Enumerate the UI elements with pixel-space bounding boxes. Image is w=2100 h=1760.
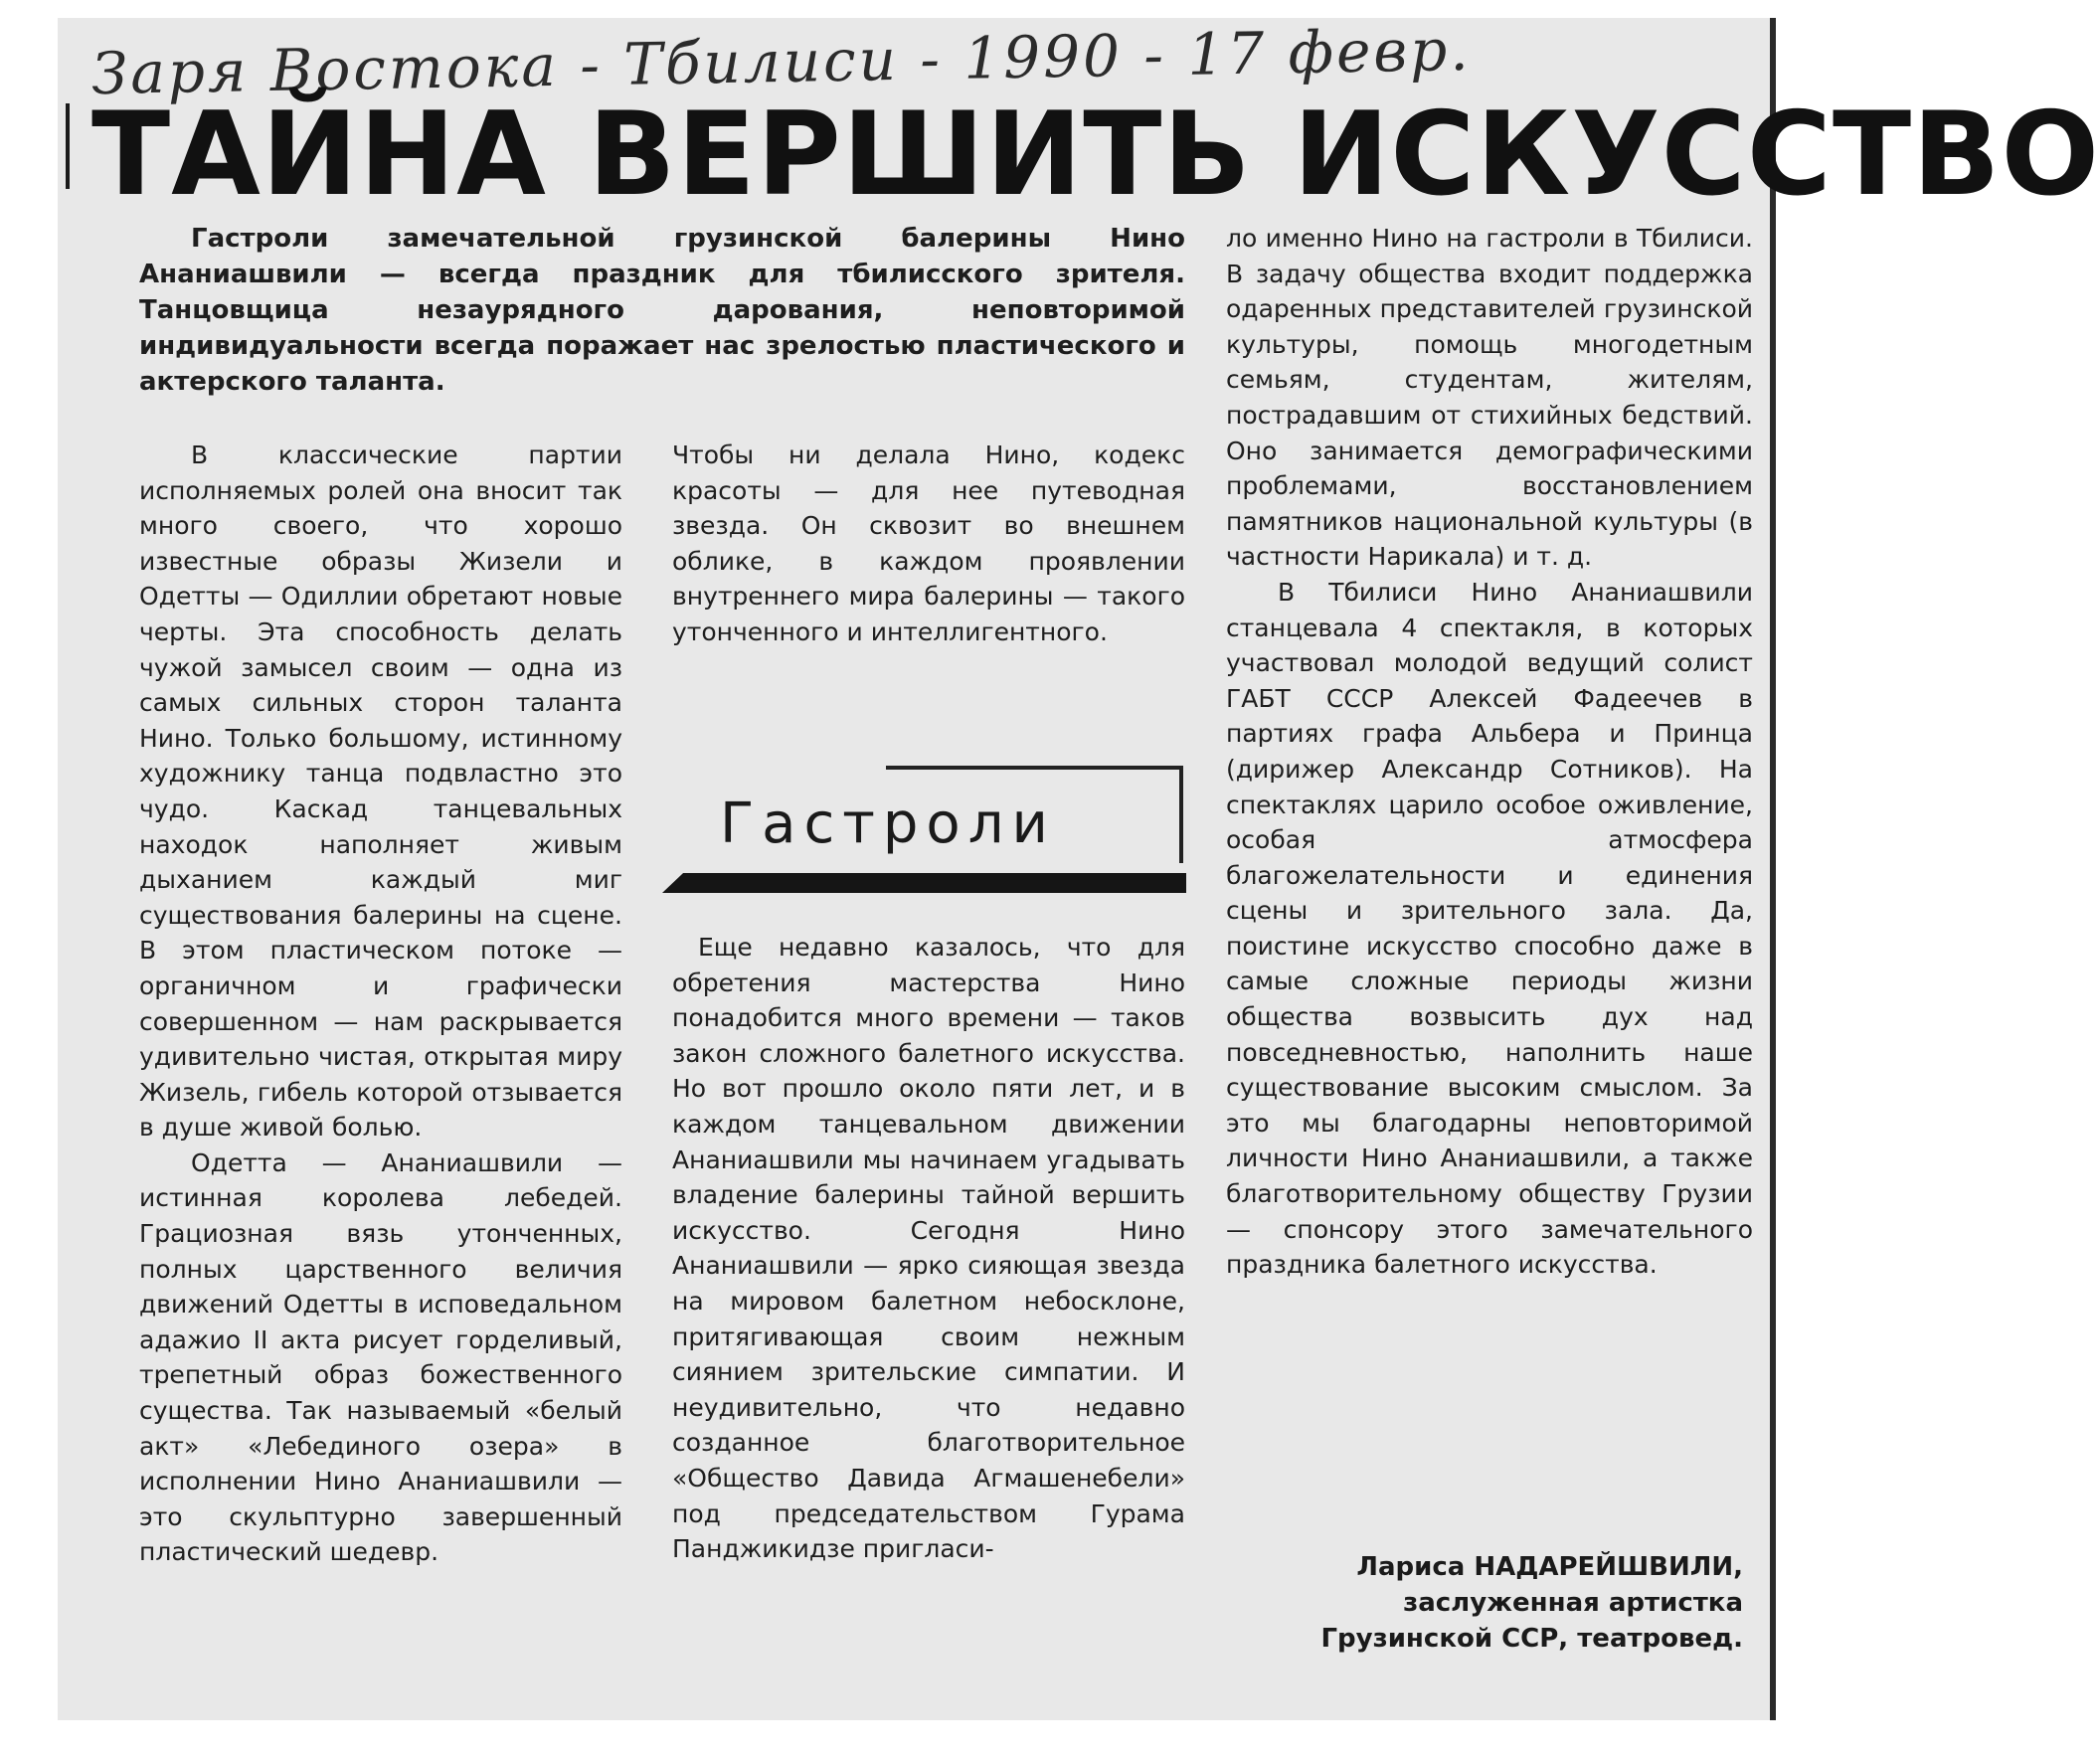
article-headline: ТАЙНА ВЕРШИТЬ ИСКУССТВО <box>91 88 2100 222</box>
paragraph: Чтобы ни делала Нино, кодекс красоты — для нее путеводная звезда. Он сквозит во внешнем облике, в каждом проявлении внутреннего мира балерины — такого утонченного и интеллигентного. <box>672 440 1185 646</box>
article-column-middle-top <box>672 438 1185 650</box>
paragraph: В классические партии исполняемых ролей она вносит так много своего, что хорошо известные образы Жизели и Одетты — Одиллии обретают новые черты. Эта способность делать чужой замысел своим — одна из самых сильных сторон таланта Нино. Только большому, истинному художнику танца подвластно это чудо. Каскад танцевальных находок наполняет живым дыханием каждый миг существования балерины на сцене. В этом пластическом потоке — органичном и графически совершенном — нам раскрывается удивительно чистая, открытая миру Жизель, гибель которой отзывается в душе живой болью. <box>139 440 622 1143</box>
paragraph: Еще недавно казалось, что для обретения мастерства Нино понадобится много времени — таков закон сложного балетного искусства. Но вот прошло около пяти лет, и в каждом танцевальном движении Ананиашвили мы начинаем угадывать владение балерины тайной вершить искусство. Сегодня Нино Ананиашвили — ярко сияющая звезда на мировом балетном небосклоне, притягивающая своим нежным сиянием зрительские симпатии. И неудивительно, что недавно созданное благотворительное «Общество Давида Агмашенебели» под председательством Гурама Панджикидзе пригласи- <box>672 933 1185 1564</box>
rubric-underline <box>662 873 1186 893</box>
author-signature <box>1226 1549 1743 1657</box>
headline-rule <box>66 103 70 189</box>
author-title-line-2: Грузинской ССР, театровед. <box>1320 1624 1743 1654</box>
rubric-frame-right-line <box>1179 766 1183 863</box>
article-column-middle-bottom <box>672 930 1185 1567</box>
handwritten-source-note: Заря Востока - Тбилиси - 1990 - 17 февр. <box>90 15 1473 108</box>
author-name: Лариса НАДАРЕЙШВИЛИ, <box>1356 1552 1743 1582</box>
paragraph: ло именно Нино на гастроли в Тбилиси. В задачу общества входит поддержка одаренных представителей грузинской культуры, помощь многодетным семьям, студентам, жителям, пострадавшим от стихийных бедствий. Оно занимается демографическими проблемами, восстановлением памятников национальной культуры (в частности Нарикала) и т. д. <box>1226 224 1753 572</box>
article-column-right <box>1226 221 1753 1283</box>
article-column-left <box>139 438 622 1570</box>
paragraph: В Тбилиси Нино Ананиашвили станцевала 4 спектакля, в которых участвовал молодой ведущий солист ГАБТ СССР Алексей Фадеечев в партиях графа Альбера и Принца (дирижер Александр Сотников). На спектаклях царило особое оживление, особая атмосфера благожелательности и единения сцены и зрительного зала. Да, поистине искусство способно даже в самые сложные периоды жизни общества возвысить дух над повседневностью, наполнить наше существование высоким смыслом. За это мы благодарны неповторимой личности Нино Ананиашвили, а также благотворительному обществу Грузии — спонсору этого замечательного праздника балетного искусства. <box>1226 577 1753 1280</box>
rubric-frame <box>662 766 1183 873</box>
article-lead: Гастроли замечательной грузинской балерины Нино Ананиашвили — всегда праздник для тбилисского зрителя. Танцовщица незаурядного дарования, неповторимой индивидуальности всегда поражает нас зрелостью пластического и актерского таланта. <box>139 224 1185 397</box>
author-title-line-1: заслуженная артистка <box>1403 1588 1743 1618</box>
paragraph: Одетта — Ананиашвили — истинная королева лебедей. Грациозная вязь утонченных, полных царственного величия движений Одетты в исповедальном адажио II акта рисует горделивый, трепетный образ божественного существа. Так называемый «белый акт» «Лебединого озера» в исполнении Нино Ананиашвили — это скульптурно завершенный пластический шедевр. <box>139 1147 622 1567</box>
rubric-frame-top-line <box>886 766 1183 770</box>
rubric-label: Гастроли <box>720 792 1056 856</box>
